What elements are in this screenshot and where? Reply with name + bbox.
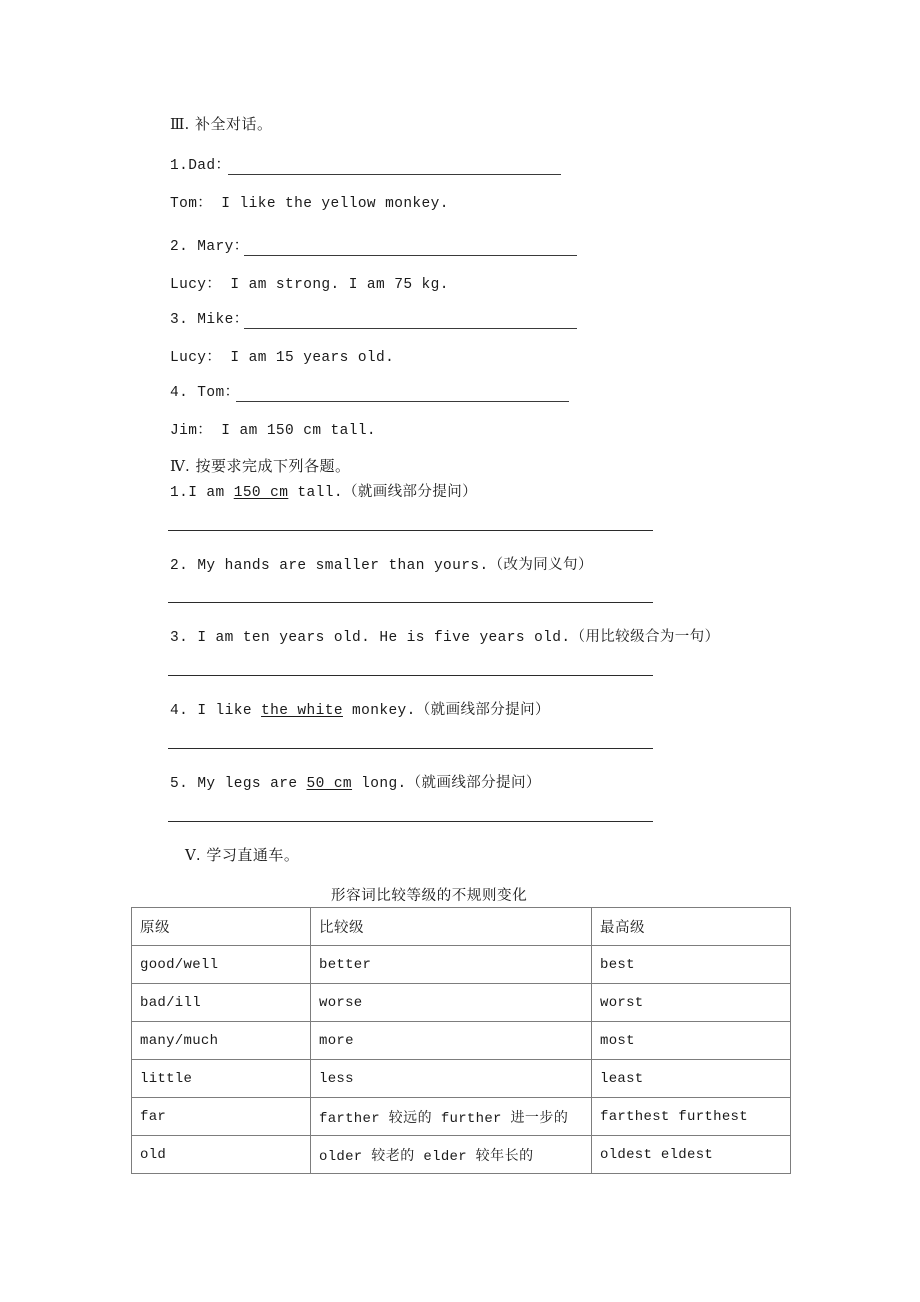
cell-comparative-en: farther: [319, 1110, 389, 1127]
question-1-note: （就画线部分提问）: [342, 484, 478, 500]
cell-comparative-en: better: [319, 957, 372, 973]
cell-superlative: worst: [592, 984, 791, 1022]
dialogue-reply-2: [170, 275, 449, 295]
cell-superlative: most: [592, 1022, 791, 1060]
cell-comparative-gloss2: 较年长的: [475, 1147, 534, 1164]
cell-comparative-en2: further: [432, 1110, 511, 1127]
table-header-superlative: 最高级: [592, 908, 791, 946]
section-5-heading: [185, 845, 299, 867]
cell-positive: good/well: [132, 946, 311, 984]
table-header-row: [132, 908, 791, 946]
section-3-heading: [170, 114, 273, 136]
question-3-note: （用比较级合为一句）: [570, 629, 720, 645]
cell-positive: far: [132, 1098, 311, 1136]
table-row: [132, 1060, 791, 1098]
cell-superlative: oldest eldest: [592, 1136, 791, 1174]
dialogue-reply-3-text: Lucy： I am 15 years old.: [170, 350, 395, 366]
table-caption: 形容词比较等级的不规则变化: [331, 888, 528, 904]
dialogue-prompt-4: [170, 383, 240, 403]
dialogue-prompt-3-label: 3. Mike：: [170, 312, 249, 328]
question-2-note: （改为同义句）: [488, 557, 593, 573]
section-4-roman-numeral: Ⅳ: [170, 459, 185, 475]
dialogue-answer-blank-2[interactable]: [244, 255, 577, 256]
cell-comparative: [311, 1098, 592, 1136]
cell-comparative-en2: elder: [414, 1148, 476, 1165]
dialogue-prompt-1-label: 1.Dad：: [170, 158, 231, 174]
question-1-number: 1.: [170, 485, 189, 501]
cell-comparative: [311, 946, 592, 984]
cell-comparative-gloss: 较远的: [388, 1109, 433, 1126]
irregular-comparison-table: [131, 907, 791, 1174]
dialogue-prompt-3: [170, 310, 249, 330]
question-4-underlined-text: the white: [261, 703, 343, 719]
table-header-comparative: 比较级: [311, 908, 592, 946]
question-1-pre-text: I am: [188, 485, 234, 501]
table-header-positive: 原级: [132, 908, 311, 946]
dialogue-reply-3: [170, 348, 394, 368]
question-1-post-text: tall.: [288, 485, 343, 501]
cell-superlative: least: [592, 1060, 791, 1098]
exercise-question-3: [170, 627, 719, 648]
section-3-heading-text: . 补全对话。: [184, 115, 273, 133]
question-4-post-text: monkey.: [342, 703, 416, 719]
cell-positive: little: [132, 1060, 311, 1098]
cell-comparative: [311, 1060, 592, 1098]
dialogue-reply-1-text: Tom： I like the yellow monkey.: [170, 196, 449, 212]
cell-positive: old: [132, 1136, 311, 1174]
question-5-number: 5.: [170, 776, 189, 792]
cell-comparative-en: worse: [319, 995, 363, 1011]
question-3-pre-text: I am ten years old. He is five years old.: [197, 630, 571, 646]
cell-comparative: [311, 984, 592, 1022]
dialogue-reply-2-text: Lucy： I am strong. I am 75 kg.: [170, 277, 449, 293]
cell-comparative-gloss: 较老的: [371, 1147, 415, 1164]
section-4-heading-text: . 按要求完成下列各题。: [185, 457, 351, 475]
dialogue-prompt-2-label: 2. Mary：: [170, 239, 249, 255]
section-3-roman-numeral: Ⅲ: [170, 117, 185, 133]
cell-superlative: farthest furthest: [592, 1098, 791, 1136]
dialogue-prompt-1: [170, 156, 230, 176]
table-row: [132, 1136, 791, 1174]
cell-positive: bad/ill: [132, 984, 311, 1022]
exercise-answer-blank-3[interactable]: [168, 675, 653, 676]
dialogue-answer-blank-1[interactable]: [228, 174, 561, 175]
question-2-number: 2.: [170, 558, 189, 574]
table-row: [132, 946, 791, 984]
dialogue-answer-blank-3[interactable]: [244, 328, 577, 329]
exercise-question-2: [170, 555, 593, 576]
cell-comparative-en: older: [319, 1148, 372, 1165]
question-2-pre-text: My hands are smaller than yours.: [197, 558, 489, 574]
section-5-roman-numeral: Ⅴ: [185, 848, 196, 864]
dialogue-answer-blank-4[interactable]: [236, 401, 569, 402]
exercise-answer-blank-1[interactable]: [168, 530, 653, 531]
question-5-post-text: long.: [352, 776, 407, 792]
question-4-pre-text: I like: [197, 703, 262, 719]
exercise-question-5: [170, 773, 541, 794]
question-1-underlined-text: 150 cm: [233, 485, 289, 501]
exercise-answer-blank-2[interactable]: [168, 602, 653, 603]
exercise-question-1: [170, 482, 477, 503]
question-5-underlined-text: 50 cm: [306, 776, 353, 792]
cell-comparative: [311, 1022, 592, 1060]
table-row: [132, 1022, 791, 1060]
exercise-answer-blank-4[interactable]: [168, 748, 653, 749]
question-3-number: 3.: [170, 630, 189, 646]
cell-positive: many/much: [132, 1022, 311, 1060]
question-5-note: （就画线部分提问）: [406, 775, 541, 791]
dialogue-prompt-2: [170, 237, 249, 257]
dialogue-reply-4: [170, 421, 376, 441]
dialogue-reply-4-text: Jim： I am 150 cm tall.: [170, 423, 377, 439]
table-row: [132, 984, 791, 1022]
section-5-heading-text: . 学习直通车。: [195, 846, 300, 864]
table-row: [132, 1098, 791, 1136]
cell-comparative-en: less: [319, 1071, 354, 1087]
question-5-pre-text: My legs are: [197, 776, 307, 792]
section-4-heading: [170, 456, 351, 478]
exercise-answer-blank-5[interactable]: [168, 821, 653, 822]
question-4-note: （就画线部分提问）: [415, 702, 550, 718]
question-4-number: 4.: [170, 703, 189, 719]
exercise-question-4: [170, 700, 550, 721]
cell-superlative: best: [592, 946, 791, 984]
cell-comparative: [311, 1136, 592, 1174]
cell-comparative-gloss2: 进一步的: [510, 1109, 569, 1126]
dialogue-prompt-4-label: 4. Tom：: [170, 385, 240, 401]
dialogue-reply-1: [170, 194, 449, 214]
cell-comparative-en: more: [319, 1033, 354, 1049]
